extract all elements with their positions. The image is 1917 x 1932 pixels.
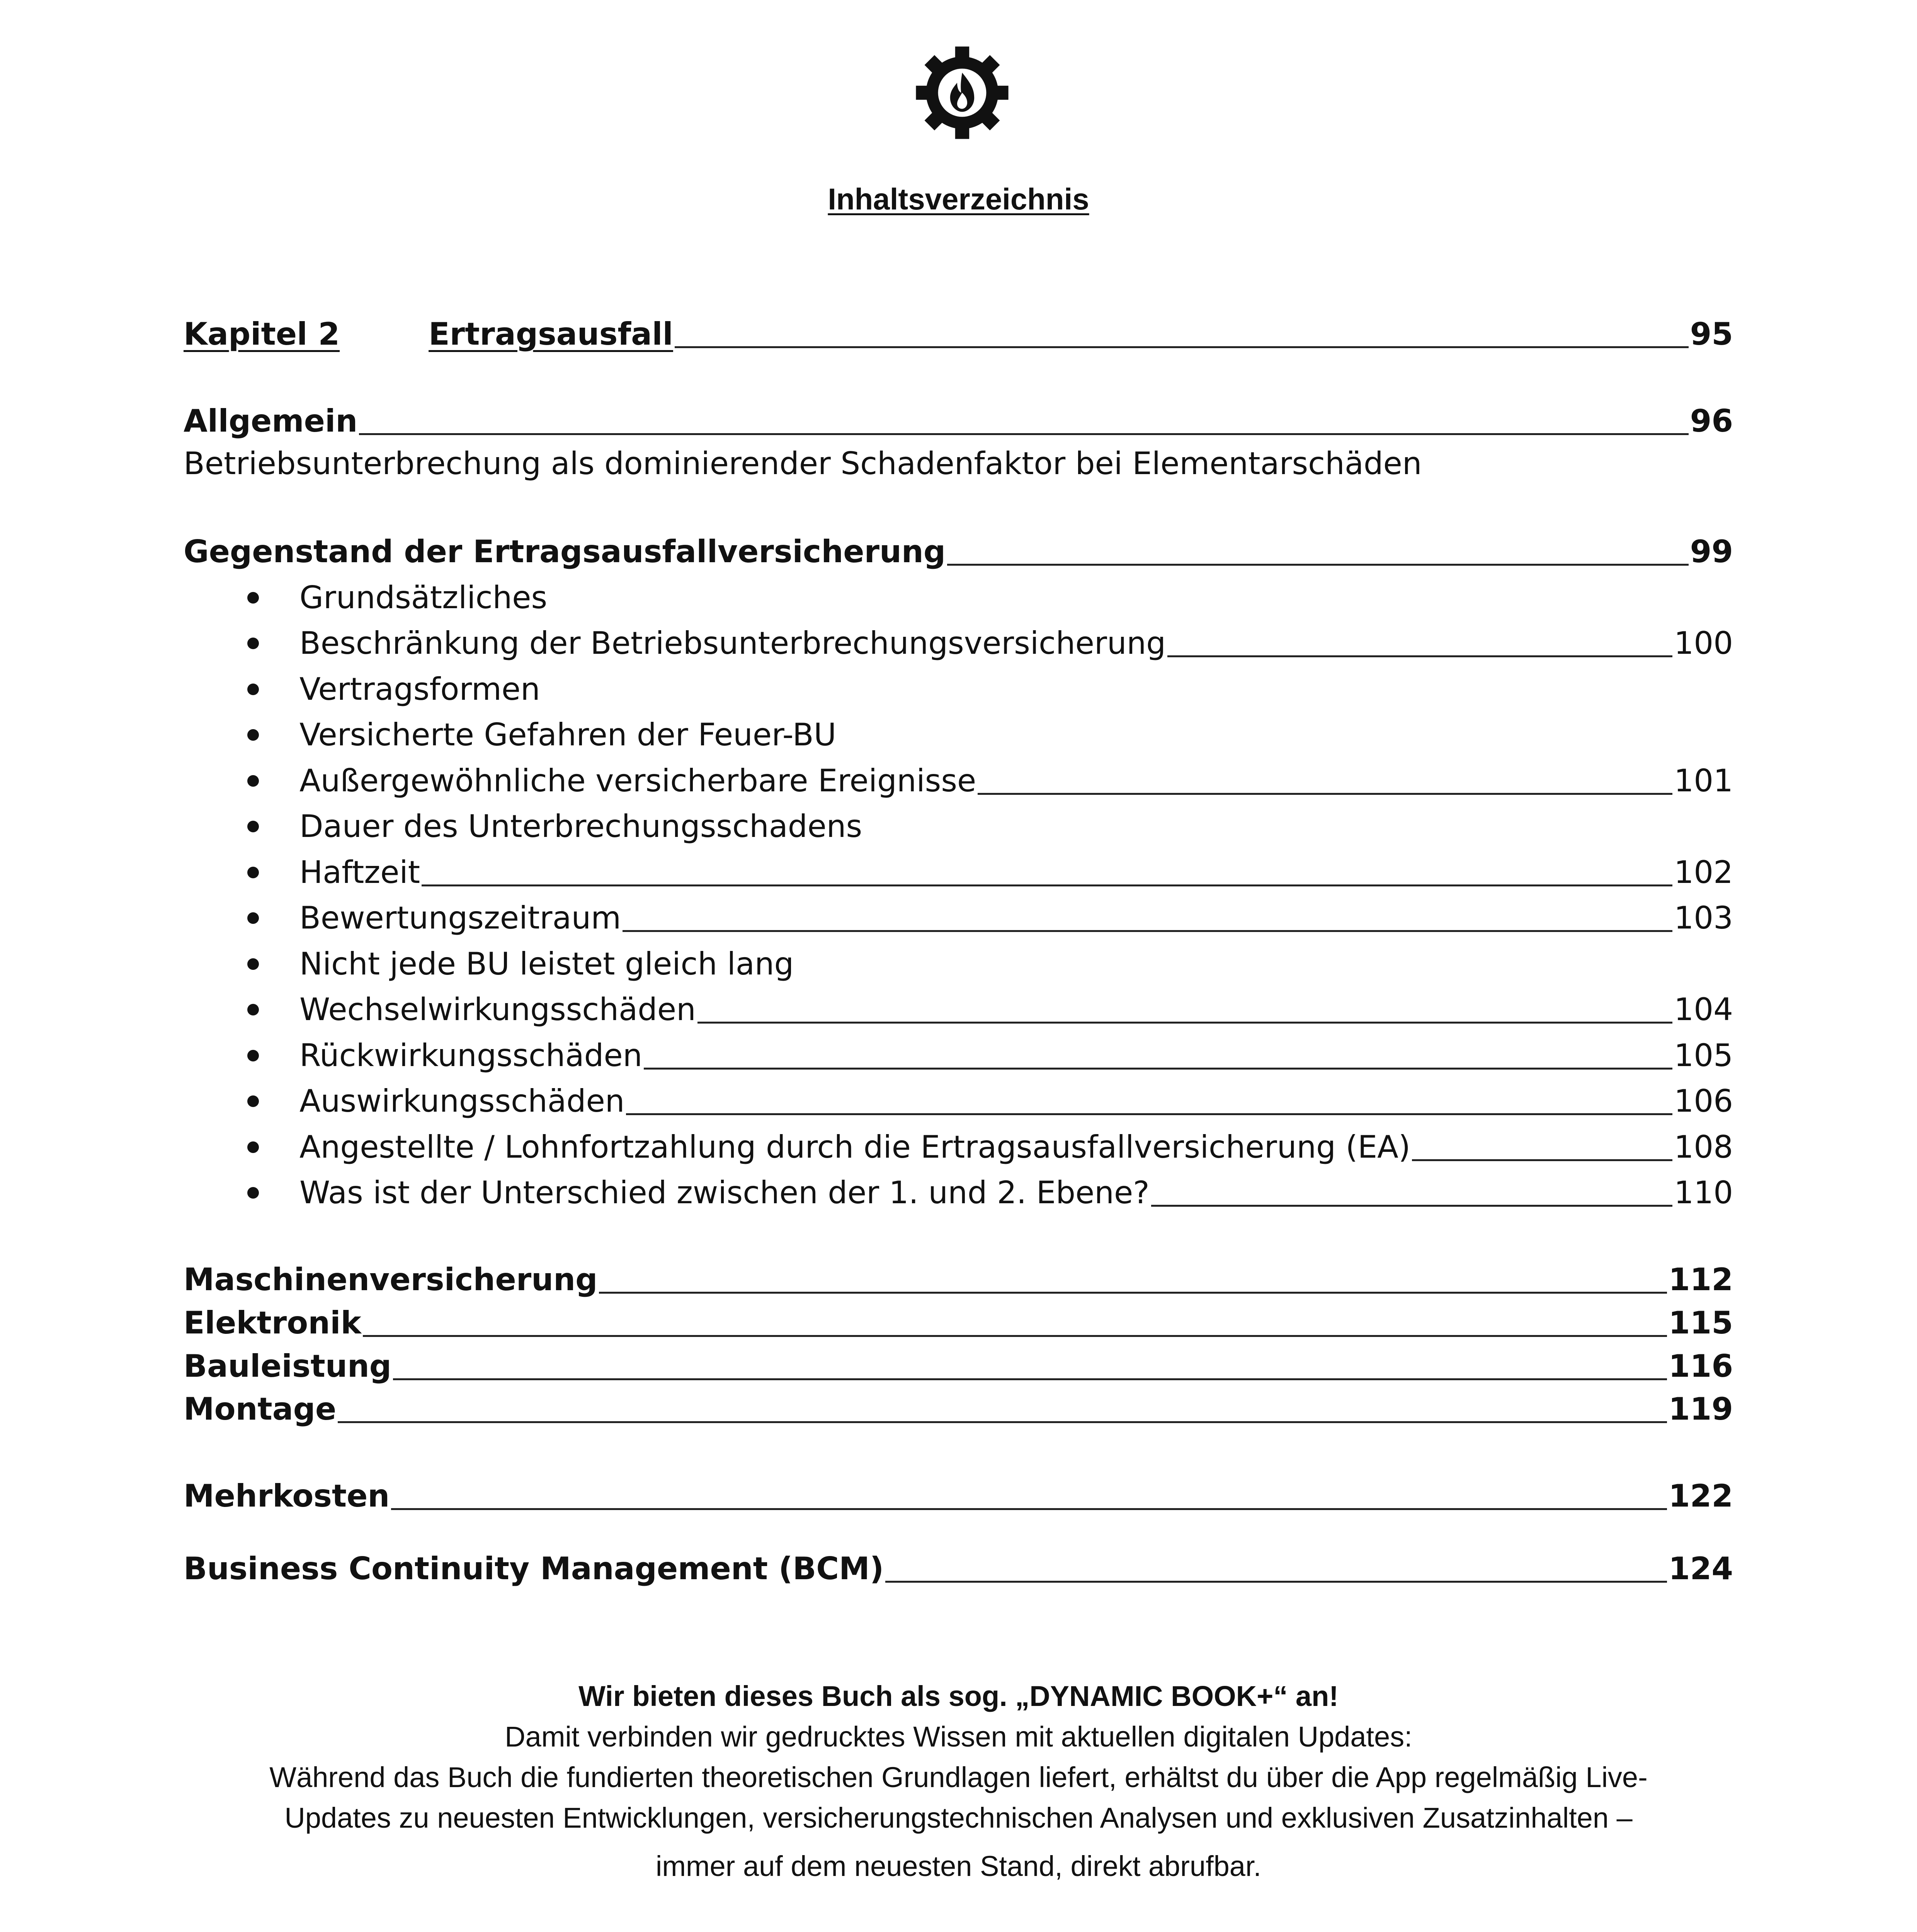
toc-section-elektronik[interactable] [184, 1304, 1733, 1342]
toc-bullet-item[interactable] [299, 624, 1733, 663]
bullet-icon [247, 729, 259, 741]
dot-leader [885, 1581, 1667, 1583]
toc-title: Außergewöhnliche versicherbare Ereignisse [299, 763, 976, 799]
toc-page: 96 [1690, 403, 1733, 439]
promo-line: Damit verbinden wir gedrucktes Wissen mit aktuellen digitalen Updates: [505, 1721, 1412, 1753]
bullet-icon [247, 821, 259, 832]
toc-title: Mehrkosten [184, 1478, 390, 1514]
toc-title: Allgemein [184, 403, 358, 439]
promo-headline: Wir bieten dieses Buch als sog. „DYNAMIC BOOK+“ an! [578, 1680, 1339, 1712]
dot-leader [675, 346, 1689, 348]
bullet-icon [247, 775, 259, 787]
bullet-icon [247, 958, 259, 970]
toc-bullet-item[interactable] [299, 762, 1733, 800]
dot-leader [1412, 1159, 1672, 1161]
bullet-icon [247, 1004, 259, 1015]
dot-leader [363, 1335, 1667, 1337]
toc-title: Montage [184, 1391, 337, 1427]
toc-section-mehrkosten[interactable] [184, 1477, 1733, 1515]
dot-leader [697, 1022, 1672, 1024]
toc-page: 115 [1669, 1305, 1733, 1341]
toc-section-bcm[interactable] [184, 1549, 1733, 1588]
toc-title: Elektronik [184, 1305, 361, 1341]
toc-bullet-item[interactable] [299, 899, 1733, 937]
toc-title: Wechselwirkungsschäden [299, 992, 696, 1027]
toc-bullet-item[interactable]: Nicht jede BU leistet gleich lang [299, 946, 794, 982]
toc-page: 99 [1690, 534, 1733, 570]
toc-bullet-item[interactable] [299, 1128, 1733, 1167]
bullet-icon [247, 592, 259, 604]
chapter-label: Kapitel 2 [184, 316, 340, 352]
promo-line: Während das Buch die fundierten theoretischen Grundlagen liefert, erhältst du über die App regelmäßig Live- [269, 1761, 1648, 1793]
toc-page: 102 [1674, 854, 1733, 890]
toc-page: 104 [1674, 992, 1733, 1027]
toc-title: Auswirkungsschäden [299, 1083, 625, 1119]
toc-bullet-item[interactable]: Versicherte Gefahren der Feuer-BU [299, 717, 837, 753]
dot-leader [422, 884, 1672, 886]
toc-subline: Betriebsunterbrechung als dominierender Schadenfaktor bei Elementarschäden [184, 446, 1422, 481]
toc-page: 100 [1674, 625, 1733, 661]
dot-leader [626, 1113, 1672, 1115]
bullet-icon [247, 684, 259, 695]
page-title: Inhaltsverzeichnis [828, 182, 1089, 216]
toc-page: 95 [1690, 316, 1733, 352]
toc-section-gegenstand[interactable] [184, 532, 1733, 571]
bullet-icon [247, 912, 259, 924]
dot-leader [599, 1292, 1667, 1294]
toc-title: Bauleistung [184, 1348, 392, 1384]
toc-title: Angestellte / Lohnfortzahlung durch die Ertragsausfallversicherung (EA) [299, 1129, 1411, 1165]
toc-title: Business Continuity Management (BCM) [184, 1551, 884, 1587]
dot-leader [1151, 1205, 1673, 1207]
bullet-icon [247, 1187, 259, 1199]
toc-title: Bewertungszeitraum [299, 900, 621, 936]
promo-line: Updates zu neuesten Entwicklungen, versicherungstechnischen Analysen und exklusiven Zusatzinhalten – [284, 1802, 1633, 1834]
toc-section-maschinen[interactable] [184, 1260, 1733, 1299]
toc-title: Was ist der Unterschied zwischen der 1. und 2. Ebene? [299, 1175, 1150, 1211]
dot-leader [623, 930, 1672, 932]
dot-leader [359, 433, 1688, 435]
toc-bullet-item[interactable] [299, 1036, 1733, 1075]
promo-line: immer auf dem neuesten Stand, direkt abrufbar. [655, 1850, 1262, 1882]
toc-bullet-item[interactable] [299, 990, 1733, 1029]
toc-page: 106 [1674, 1083, 1733, 1119]
toc-bullet-item[interactable] [299, 1173, 1733, 1212]
toc-bullet-item[interactable]: Grundsätzliches [299, 580, 548, 616]
toc-page: 101 [1674, 763, 1733, 799]
toc-section-bauleistung[interactable] [184, 1347, 1733, 1386]
toc-page: 112 [1669, 1262, 1733, 1298]
toc-section-allgemein[interactable] [184, 402, 1733, 440]
toc-title: Rückwirkungsschäden [299, 1037, 643, 1073]
chapter-title: Ertragsausfall [429, 316, 673, 352]
toc-bullet-item[interactable]: Dauer des Unterbrechungsschadens [299, 808, 862, 844]
toc-bullet-item[interactable]: Vertragsformen [299, 671, 540, 707]
dot-leader [978, 793, 1672, 795]
toc-page: 124 [1669, 1551, 1733, 1587]
dot-leader [338, 1421, 1667, 1423]
bullet-icon [247, 867, 259, 878]
toc-bullet-item[interactable] [299, 853, 1733, 892]
toc-title: Haftzeit [299, 854, 420, 890]
toc-page: 108 [1674, 1129, 1733, 1165]
toc-chapter[interactable] [184, 315, 1733, 354]
toc-page: 103 [1674, 900, 1733, 936]
toc-page: 116 [1669, 1348, 1733, 1384]
toc-page: 110 [1674, 1175, 1733, 1211]
toc-title: Maschinenversicherung [184, 1262, 598, 1298]
dot-leader [947, 564, 1689, 566]
gear-flame-logo-icon [912, 43, 1012, 143]
toc-title: Beschränkung der Betriebsunterbrechungsversicherung [299, 625, 1166, 661]
dot-leader [393, 1378, 1667, 1380]
dot-leader [391, 1508, 1667, 1510]
toc-page: 119 [1669, 1391, 1733, 1427]
dot-leader [1167, 655, 1672, 657]
toc-title: Gegenstand der Ertragsausfallversicherung [184, 534, 946, 570]
dot-leader [644, 1068, 1672, 1070]
bullet-icon [247, 1141, 259, 1153]
toc-page: 122 [1669, 1478, 1733, 1514]
toc-page: 105 [1674, 1037, 1733, 1073]
bullet-icon [247, 1095, 259, 1107]
toc-section-montage[interactable] [184, 1390, 1733, 1429]
bullet-icon [247, 638, 259, 649]
bullet-icon [247, 1050, 259, 1061]
toc-bullet-item[interactable] [299, 1082, 1733, 1121]
